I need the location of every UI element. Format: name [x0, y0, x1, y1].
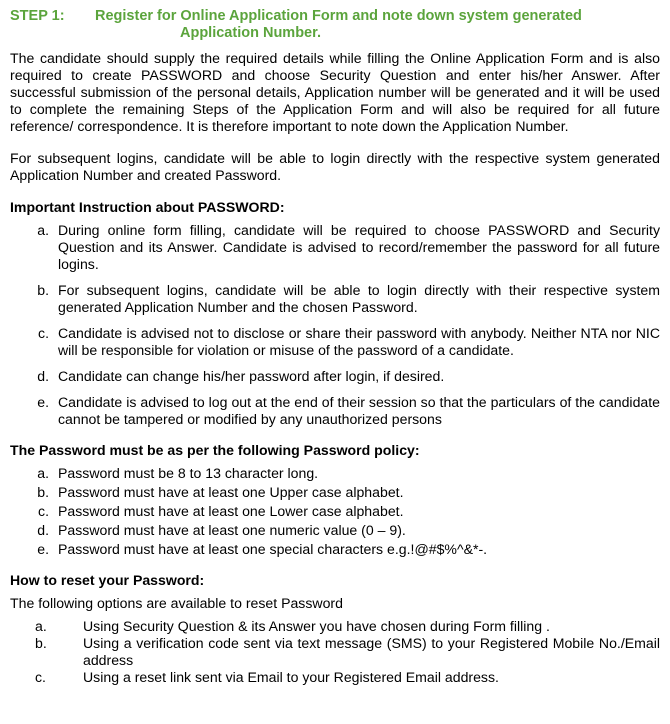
step-number: STEP 1: — [10, 8, 65, 24]
list-item — [10, 541, 660, 558]
reset-password-section — [10, 572, 660, 686]
list-item — [10, 618, 660, 635]
list-marker: b. — [37, 282, 49, 298]
list-marker: c. — [38, 503, 49, 519]
password-instructions-heading: Important Instruction about PASSWORD: — [10, 199, 285, 215]
list-item — [10, 465, 660, 482]
intro-paragraph-1: The candidate should supply the required details while filling the Online Application Form and is also required to create PASSWORD and choose Security Question and enter his/her Answer. After successful submission of the personal details, Application number will be generated and it will be used to complete the remaining Steps of the Application Form and will also be required for all future reference/ correspondence. It is therefore important to note down the Application Number. — [10, 50, 660, 134]
step-title-text: Register for Online Application Form and note down system generated Application Number. — [95, 8, 582, 41]
list-item-text: Using a reset link sent via Email to your Registered Email address. — [83, 669, 499, 685]
list-item-text: Password must have at least one Lower case alphabet. — [58, 503, 404, 519]
intro-paragraph-2: For subsequent logins, candidate will be able to login directly with the respective system generated Application Number and created Password. — [10, 150, 660, 183]
password-instructions-list — [10, 222, 660, 428]
list-marker: a. — [37, 222, 49, 238]
list-marker: e. — [37, 541, 49, 557]
list-item-text: Using a verification code sent via text message (SMS) to your Registered Mobile No./Email address — [83, 635, 660, 668]
list-item — [10, 635, 660, 669]
list-item-text: Password must be 8 to 13 character long. — [58, 465, 319, 481]
list-item-text: Using Security Question & its Answer you have chosen during Form filling . — [83, 618, 550, 634]
list-marker: b. — [35, 635, 47, 651]
list-item-text: Candidate is advised not to disclose or share their password with anybody. Neither NTA nor NIC will be responsible for violation or misuse of the password of a candidate. — [58, 325, 660, 358]
password-policy-list — [10, 465, 660, 558]
password-policy-heading: The Password must be as per the following Password policy: — [10, 442, 420, 458]
reset-options-list — [10, 618, 660, 686]
list-item — [10, 484, 660, 501]
list-item — [10, 522, 660, 539]
list-item — [10, 669, 660, 686]
list-item — [10, 368, 660, 385]
list-item — [10, 282, 660, 316]
list-marker: c. — [38, 325, 49, 341]
list-item-text: Candidate can change his/her password after login, if desired. — [58, 368, 445, 384]
list-item — [10, 325, 660, 359]
list-marker: c. — [35, 669, 46, 685]
reset-password-intro: The following options are available to reset Password — [10, 595, 343, 611]
step-title — [10, 8, 660, 42]
password-policy-section — [10, 442, 660, 558]
list-item-text: Candidate is advised to log out at the end of their session so that the particulars of the candidate cannot be tampered or modified by any unauthorized persons — [58, 394, 660, 427]
list-item-text: For subsequent logins, candidate will be able to login directly with their respective system generated Application Number and the chosen Password. — [58, 282, 660, 315]
list-marker: b. — [37, 484, 49, 500]
list-marker: a. — [35, 618, 47, 634]
reset-password-heading: How to reset your Password: — [10, 572, 205, 588]
list-item-text: Password must have at least one numeric value (0 – 9). — [58, 522, 406, 538]
list-item-text: Password must have at least one Upper case alphabet. — [58, 484, 404, 500]
list-item-text: Password must have at least one special characters e.g.!@#$%^&*-. — [58, 541, 488, 557]
list-item — [10, 222, 660, 273]
list-marker: d. — [37, 368, 49, 384]
list-marker: d. — [37, 522, 49, 538]
list-item-text: During online form filling, candidate will be required to choose PASSWORD and Security Question and its Answer. Candidate is advised to record/remember the password for all future logins. — [58, 222, 660, 272]
password-instructions-section — [10, 199, 660, 428]
list-marker: a. — [37, 465, 49, 481]
list-item — [10, 394, 660, 428]
list-item — [10, 503, 660, 520]
list-marker: e. — [37, 394, 49, 410]
